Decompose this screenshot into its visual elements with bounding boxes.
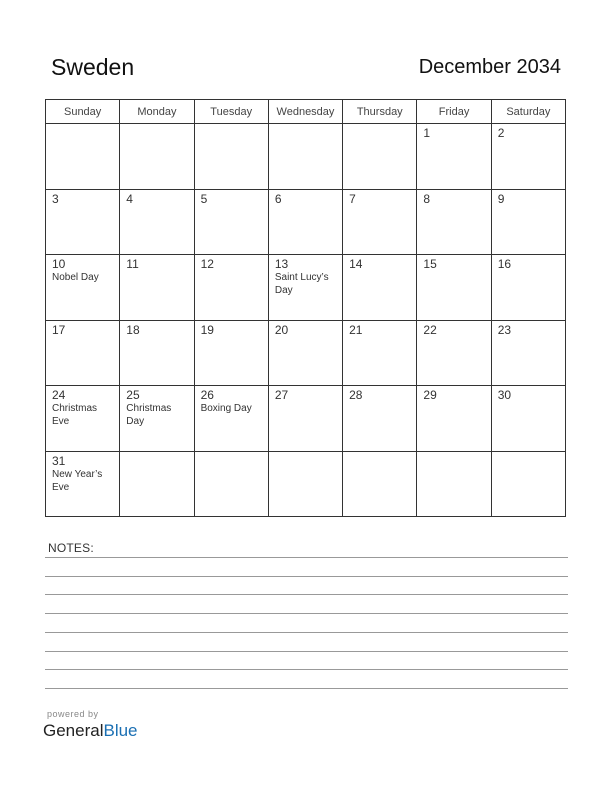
day-number: 12 bbox=[200, 257, 214, 271]
weekday-header: Wednesday bbox=[268, 100, 342, 124]
day-cell bbox=[268, 386, 342, 452]
weekday-header: Sunday bbox=[46, 100, 120, 124]
day-cell bbox=[417, 386, 491, 452]
day-cell bbox=[46, 451, 120, 517]
holiday-label: Boxing Day bbox=[200, 403, 252, 414]
day-cell bbox=[491, 124, 565, 190]
weekday-header: Monday bbox=[120, 100, 194, 124]
day-number: 27 bbox=[274, 388, 289, 402]
day-cell bbox=[343, 451, 417, 517]
day-cell bbox=[491, 386, 565, 452]
notes-line bbox=[45, 594, 568, 595]
day-cell bbox=[194, 386, 268, 452]
weekday-header: Saturday bbox=[491, 100, 565, 124]
holiday-label: New Year’s Eve bbox=[52, 468, 103, 493]
brand-logo bbox=[43, 721, 138, 741]
weekday-header: Thursday bbox=[343, 100, 417, 124]
day-number: 2 bbox=[497, 126, 505, 140]
day-cell bbox=[120, 255, 194, 321]
week-row bbox=[46, 451, 566, 517]
notes-line bbox=[45, 613, 568, 614]
day-number: 23 bbox=[497, 322, 512, 337]
month-title: December 2034 bbox=[418, 56, 561, 78]
day-cell bbox=[194, 255, 268, 321]
day-number: 21 bbox=[349, 322, 363, 337]
brand-blue: Blue bbox=[103, 721, 138, 740]
day-cell bbox=[343, 189, 417, 255]
day-cell bbox=[491, 320, 565, 386]
day-cell bbox=[417, 451, 491, 517]
weekday-header-row bbox=[46, 100, 566, 124]
notes-line bbox=[45, 688, 568, 689]
day-number: 7 bbox=[349, 191, 356, 206]
day-cell bbox=[46, 320, 120, 386]
day-number: 25 bbox=[126, 388, 140, 402]
day-number: 8 bbox=[423, 191, 431, 206]
week-row bbox=[46, 386, 566, 452]
day-number: 4 bbox=[126, 191, 133, 206]
day-cell bbox=[491, 189, 565, 255]
day-number: 31 bbox=[52, 453, 66, 468]
day-number: 9 bbox=[497, 191, 505, 206]
day-cell bbox=[417, 124, 491, 190]
day-cell bbox=[120, 124, 194, 190]
week-row bbox=[46, 320, 566, 386]
notes-label: NOTES: bbox=[48, 541, 94, 555]
day-number: 28 bbox=[349, 388, 363, 402]
day-cell bbox=[46, 124, 120, 190]
notes-line bbox=[45, 651, 568, 652]
notes-line bbox=[45, 669, 568, 670]
holiday-label: Christmas Day bbox=[126, 403, 172, 427]
day-cell bbox=[268, 124, 342, 190]
day-number: 26 bbox=[200, 388, 214, 402]
day-cell bbox=[491, 451, 565, 517]
week-row bbox=[46, 124, 566, 190]
day-number: 18 bbox=[126, 322, 140, 337]
day-number: 13 bbox=[274, 257, 289, 271]
day-cell bbox=[417, 255, 491, 321]
day-cell bbox=[120, 451, 194, 517]
day-number: 6 bbox=[274, 191, 282, 206]
day-cell bbox=[194, 451, 268, 517]
notes-line bbox=[45, 576, 568, 577]
week-row bbox=[46, 255, 566, 321]
day-number: 22 bbox=[423, 322, 437, 337]
day-number: 16 bbox=[497, 257, 512, 271]
brand-general: General bbox=[43, 721, 104, 740]
day-cell bbox=[194, 124, 268, 190]
day-cell bbox=[46, 255, 120, 321]
day-number: 5 bbox=[200, 191, 208, 206]
day-cell bbox=[46, 386, 120, 452]
day-number: 24 bbox=[52, 388, 66, 402]
day-cell bbox=[194, 320, 268, 386]
day-cell bbox=[194, 189, 268, 255]
day-cell bbox=[268, 451, 342, 517]
calendar-body bbox=[46, 124, 566, 517]
week-row bbox=[46, 189, 566, 255]
day-cell bbox=[343, 386, 417, 452]
day-cell bbox=[491, 255, 565, 321]
day-number: 20 bbox=[274, 322, 289, 337]
day-cell bbox=[417, 189, 491, 255]
holiday-label: Nobel Day bbox=[52, 272, 99, 283]
day-number: 15 bbox=[423, 257, 437, 271]
holiday-label: Saint Lucy’s Day bbox=[274, 272, 329, 296]
day-cell bbox=[343, 255, 417, 321]
day-cell bbox=[120, 189, 194, 255]
day-cell bbox=[268, 255, 342, 321]
day-number: 3 bbox=[52, 191, 59, 206]
calendar-grid bbox=[45, 99, 566, 517]
day-number: 17 bbox=[52, 322, 66, 337]
day-cell bbox=[343, 320, 417, 386]
day-number: 1 bbox=[423, 126, 431, 140]
powered-by-text: powered by bbox=[47, 709, 99, 719]
day-cell bbox=[120, 320, 194, 386]
weekday-header: Friday bbox=[417, 100, 491, 124]
day-number: 10 bbox=[52, 257, 66, 271]
day-cell bbox=[46, 189, 120, 255]
day-number: 29 bbox=[423, 388, 437, 402]
day-cell bbox=[268, 189, 342, 255]
day-cell bbox=[343, 124, 417, 190]
day-number: 11 bbox=[126, 257, 139, 271]
notes-line bbox=[45, 632, 568, 633]
weekday-header: Tuesday bbox=[194, 100, 268, 124]
day-cell bbox=[120, 386, 194, 452]
day-number: 14 bbox=[349, 257, 363, 271]
day-number: 30 bbox=[497, 388, 512, 402]
notes-line bbox=[45, 557, 568, 558]
holiday-label: Christmas Eve bbox=[52, 403, 98, 427]
day-cell bbox=[268, 320, 342, 386]
day-cell bbox=[417, 320, 491, 386]
day-number: 19 bbox=[200, 322, 214, 337]
country-title: Sweden bbox=[51, 54, 135, 80]
